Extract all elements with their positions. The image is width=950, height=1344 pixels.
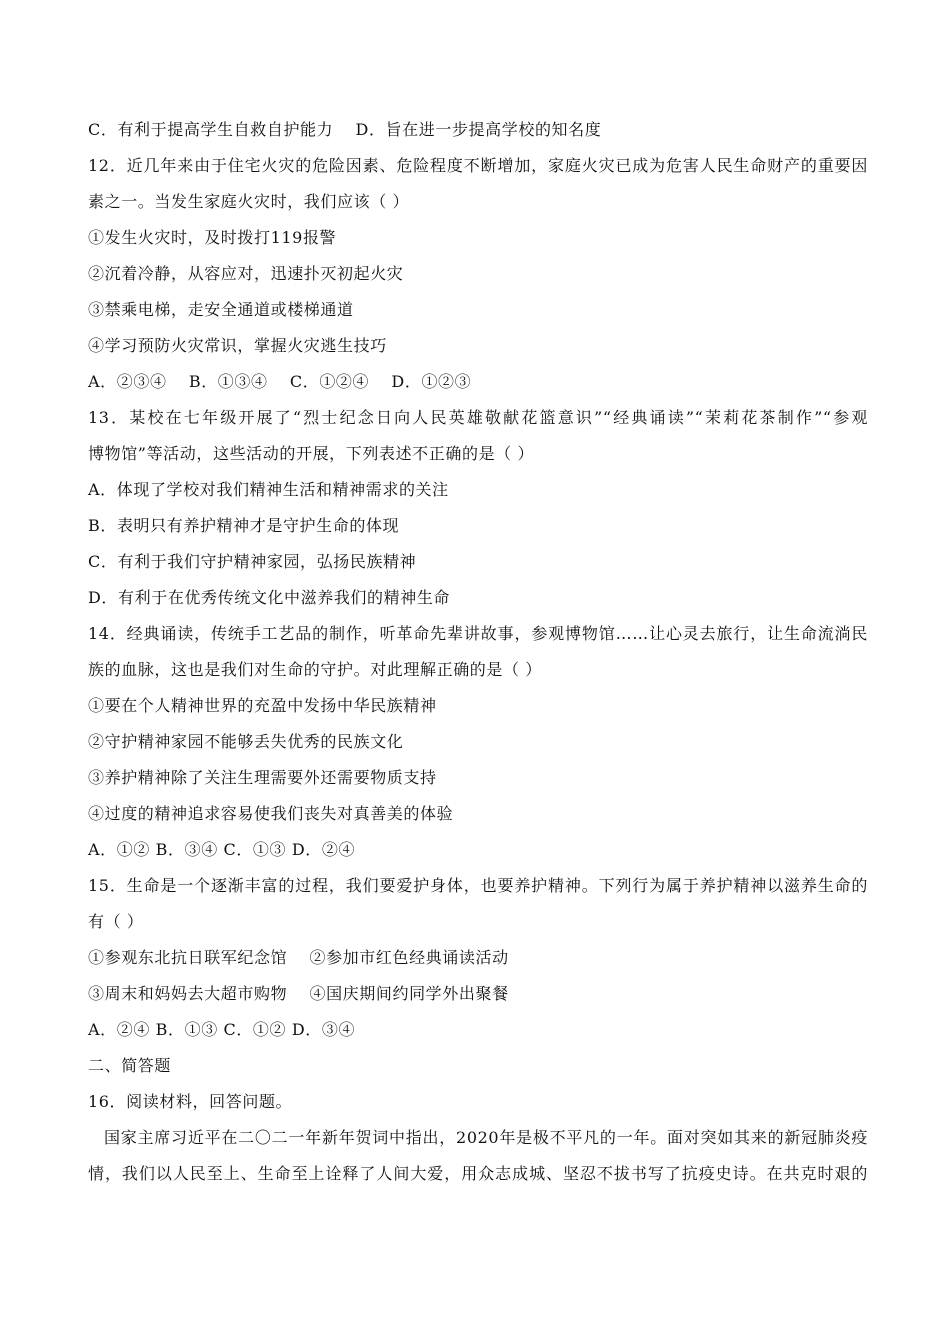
question-13-stem-cont: 博物馆”等活动，这些活动的开展，下列表述不正确的是（ ）	[88, 444, 535, 463]
question-12-stem-cont: 素之一。当发生家庭火灾时，我们应该（ ）	[88, 192, 410, 211]
question-14-item-3: ③养护精神除了关注生理需要外还需要物质支持	[88, 768, 437, 787]
question-15-options: A．②④ B．①③ C．①② D．③④	[88, 1020, 356, 1039]
question-12-item-1: ①发生火灾时，及时拨打119报警	[88, 228, 337, 247]
question-14-item-4: ④过度的精神追求容易使我们丧失对真善美的体验	[88, 804, 454, 823]
question-12-options: A．②③④ B．①③④ C．①②④ D．①②③	[88, 372, 472, 391]
question-16-stem: 16．阅读材料，回答问题。	[88, 1092, 293, 1111]
question-13-option-d: D．有利于在优秀传统文化中滋养我们的精神生命	[88, 588, 451, 607]
question-15-stem: 15．生命是一个逐渐丰富的过程，我们要爱护身体，也要养护精神。下列行为属于养护精神以滋养生命的	[88, 876, 868, 895]
question-13-stem: 13．某校在七年级开展了“烈士纪念日向人民英雄敬献花篮意识”“经典诵读”“茉莉花茶制作”“参观	[88, 408, 868, 427]
question-12-item-4: ④学习预防火灾常识，掌握火灾逃生技巧	[88, 336, 387, 355]
question-12-item-2: ②沉着冷静，从容应对，迅速扑灭初起火灾	[88, 264, 404, 283]
question-15-items-3-4: ③周末和妈妈去大超市购物 ④国庆期间约同学外出聚餐	[88, 984, 509, 1003]
question-14-stem: 14．经典诵读，传统手工艺品的制作，听革命先辈讲故事，参观博物馆……让心灵去旅行，让生命流淌民	[88, 624, 868, 643]
question-12-item-3: ③禁乘电梯，走安全通道或楼梯通道	[88, 300, 354, 319]
text-line: C．有利于提高学生自救自护能力 D．旨在进一步提高学校的知名度	[88, 120, 602, 139]
question-14-item-1: ①要在个人精神世界的充盈中发扬中华民族精神	[88, 696, 437, 715]
question-13-option-a: A．体现了学校对我们精神生活和精神需求的关注	[88, 480, 449, 499]
section-heading: 二、简答题	[88, 1056, 172, 1075]
question-15-stem-cont: 有（ ）	[88, 912, 144, 931]
question-15-items-1-2: ①参观东北抗日联军纪念馆 ②参加市红色经典诵读活动	[88, 948, 509, 967]
question-16-material-cont: 情，我们以人民至上、生命至上诠释了人间大爱，用众志成城、坚忍不拔书写了抗疫史诗。在共克时艰的	[88, 1164, 868, 1183]
document-body	[88, 112, 868, 1192]
question-14-item-2: ②守护精神家园不能够丢失优秀的民族文化	[88, 732, 404, 751]
question-16-material: 国家主席习近平在二〇二一年新年贺词中指出，2020年是极不平凡的一年。面对突如其来的新冠肺炎疫	[104, 1128, 868, 1147]
question-13-option-b: B．表明只有养护精神才是守护生命的体现	[88, 516, 400, 535]
question-14-stem-cont: 族的血脉，这也是我们对生命的守护。对此理解正确的是（ ）	[88, 660, 542, 679]
question-13-option-c: C．有利于我们守护精神家园，弘扬民族精神	[88, 552, 417, 571]
question-14-options: A．①② B．③④ C．①③ D．②④	[88, 840, 356, 859]
question-12-stem: 12．近几年来由于住宅火灾的危险因素、危险程度不断增加，家庭火灾已成为危害人民生命财产的重要因	[88, 156, 868, 175]
